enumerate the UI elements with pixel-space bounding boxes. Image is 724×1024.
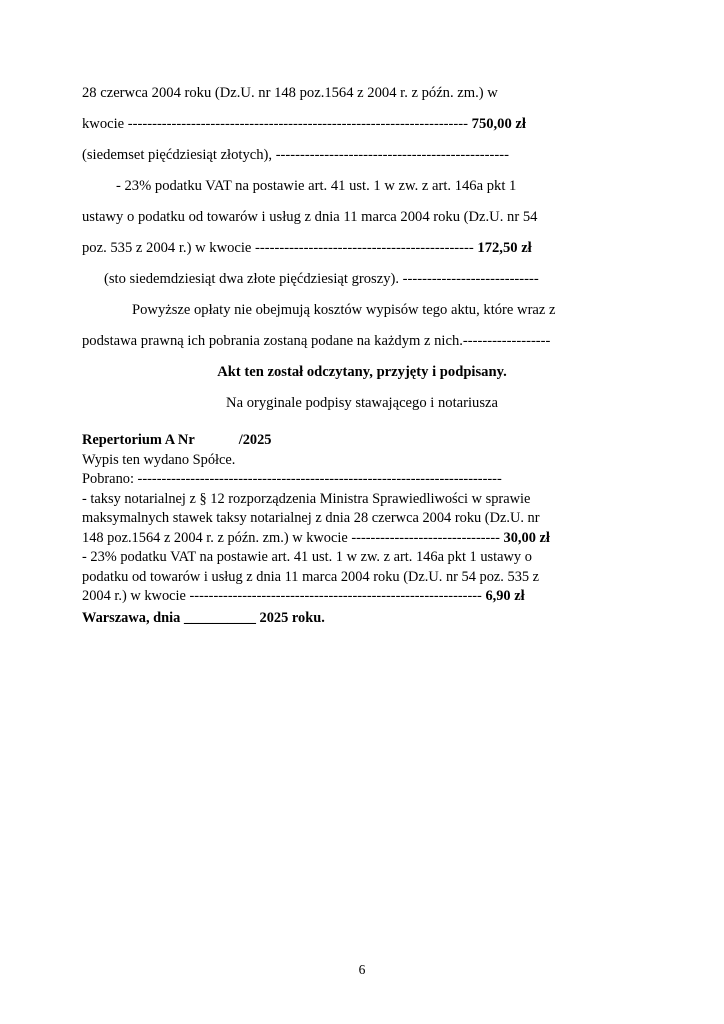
paragraph-line <box>82 568 642 588</box>
paragraph-line <box>82 470 642 490</box>
line-text: podstawa prawną ich pobrania zostaną podane na każdym z nich.------------------ <box>82 333 551 349</box>
upper-text-block <box>82 78 642 419</box>
signature-note: Na oryginale podpisy stawającego i notariusza <box>226 395 498 411</box>
year-label: 2025 roku. <box>259 609 325 626</box>
amount-750: 750,00 zł <box>471 116 526 132</box>
line-text: - 23% podatku VAT na postawie art. 41 ust. 1 w zw. z art. 146a pkt 1 <box>116 178 517 194</box>
paragraph-line <box>82 78 642 109</box>
document-body <box>82 78 642 628</box>
amount-6-90: 6,90 zł <box>485 588 525 604</box>
paragraph-line <box>82 264 642 295</box>
line-text: 148 poz.1564 z 2004 r. z późn. zm.) w kwocie ------------------------------- <box>82 529 504 546</box>
place-and-date-line <box>82 609 642 629</box>
line-text: podatku od towarów i usług z dnia 11 marca 2004 roku (Dz.U. nr 54 poz. 535 z <box>82 568 540 585</box>
paragraph-line <box>82 233 642 264</box>
line-text: kwocie ---------------------------------------------------------------------- <box>82 116 472 132</box>
line-text: maksymalnych stawek taksy notarialnej z dnia 28 czerwca 2004 roku (Dz.U. nr <box>82 510 540 526</box>
line-text: 28 czerwca 2004 roku (Dz.U. nr 148 poz.1564 z 2004 r. z późn. zm.) w <box>82 85 498 101</box>
paragraph-line <box>82 451 642 471</box>
paragraph-line <box>82 109 642 140</box>
paragraph-line <box>82 171 642 202</box>
line-text: 2004 r.) w kwocie ------------------------------------------------------------- <box>82 588 486 604</box>
paragraph-line <box>82 140 642 171</box>
paragraph-line <box>82 490 642 510</box>
amount-30: 30,00 zł <box>503 529 550 546</box>
paragraph-line <box>82 587 642 607</box>
paragraph-line <box>82 295 642 326</box>
paragraph-line <box>82 326 642 357</box>
amount-172-50: 172,50 zł <box>477 240 532 256</box>
repertorium-number: /2025 <box>238 432 272 448</box>
paragraph-line <box>82 529 642 549</box>
line-text: (siedemset pięćdziesiąt złotych), ------------------------------------------------ <box>82 147 509 163</box>
paragraph-line <box>82 548 642 568</box>
line-text: Pobrano: ---------------------------------------------------------------------------- <box>82 471 502 487</box>
line-text: poz. 535 z 2004 r.) w kwocie --------------------------------------------- <box>82 240 478 256</box>
line-text: ustawy o podatku od towarów i usług z dnia 11 marca 2004 roku (Dz.U. nr 54 <box>82 209 538 225</box>
line-text: Wypis ten wydano Spółce. <box>82 451 236 468</box>
lower-text-block <box>82 431 642 628</box>
paragraph-line <box>82 509 642 529</box>
place-label: Warszawa, dnia <box>82 609 181 626</box>
repertorium-label: Repertorium A Nr <box>82 432 195 448</box>
page-number: 6 <box>358 962 366 977</box>
paragraph-line <box>82 202 642 233</box>
line-text: - 23% podatku VAT na postawie art. 41 ust. 1 w zw. z art. 146a pkt 1 ustawy o <box>82 549 532 565</box>
line-text: - taksy notarialnej z § 12 rozporządzenia Ministra Sprawiedliwości w sprawie <box>82 490 531 507</box>
date-blank: __________ <box>183 609 256 626</box>
line-text: (sto siedemdziesiąt dwa złote pięćdziesiąt groszy). ---------------------------- <box>104 271 539 287</box>
act-closing-statement: Akt ten został odczytany, przyjęty i podpisany. <box>217 364 507 380</box>
line-text: Powyższe opłaty nie obejmują kosztów wypisów tego aktu, które wraz z <box>132 302 556 318</box>
repertorium-line <box>82 431 642 451</box>
